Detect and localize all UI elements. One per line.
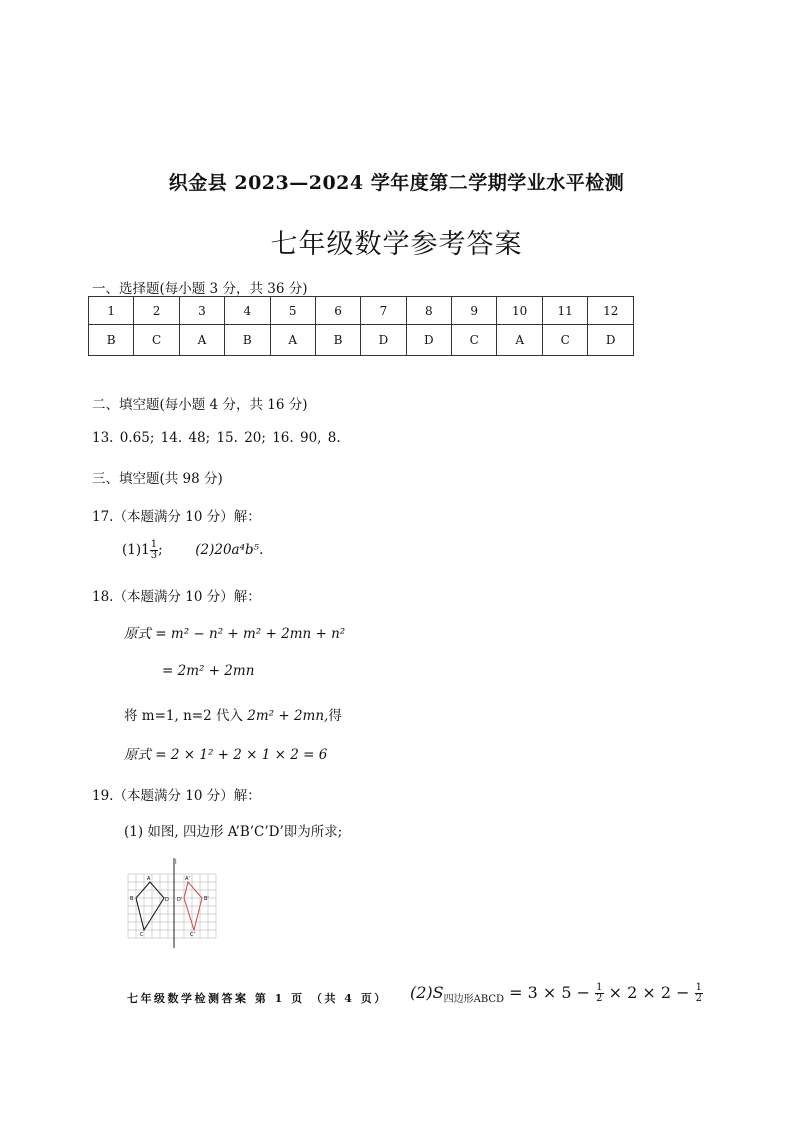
answer-cell: B [225,325,270,356]
answer-cell: C [452,325,497,356]
question-number-cell: 12 [588,297,634,325]
exam-title: 织金县 2023—2024 学年度第二学期学业水平检测 [168,172,625,194]
q19-part2: $(2)S_{四边形ABCD} = 3 \times 5$ − $\frac{1}{2}$ × 2 × 2 − $\frac{1}{2}$ [410,982,703,1006]
answer-cell: A [179,325,224,356]
q17-part1: (1)1 [122,542,150,558]
answer-cell: D [588,325,634,356]
q19-label: 19.（本题满分 10 分）解： [92,788,261,804]
fill-blank-answers: 13. 0.65; 14. 48; 15. 20; 16. 90, 8. [92,430,341,446]
answer-cell: C [134,325,179,356]
question-number-row [89,297,634,325]
svg-text:B: B [130,896,134,902]
answer-cell: B [315,325,360,356]
question-number-cell: 10 [497,297,542,325]
section2-heading: 二、填空题(每小题 4 分，共 16 分) [92,397,308,413]
svg-text:D': D' [177,897,183,903]
section3-heading: 三、填空题(共 98 分) [92,471,223,487]
answer-cell: A [270,325,315,356]
svg-text:C: C [140,932,144,938]
q17-part2: (2)20a⁴b⁵. [195,542,264,558]
question-number-cell: 6 [315,297,360,325]
question-number-cell: 8 [406,297,451,325]
section1-heading: 一、选择题(每小题 3 分，共 36 分) [92,281,308,297]
svg-text:C': C' [190,932,195,938]
page-footer: 七年级数学检测答案 第 1 页 （共 4 页） [127,992,388,1005]
question-number-cell: 1 [89,297,134,325]
answer-key-title: 七年级数学参考答案 [270,229,523,260]
svg-text:A: A [147,876,151,882]
q18-line3: 将 m=1, n=2 代入 2m² + 2mn,得 [124,708,342,724]
q18-line2: = 2m² + 2mn [162,663,255,679]
q17-label: 17.（本题满分 10 分）解： [92,509,261,525]
q18-line1: 原式 = m² − n² + m² + 2mn + n² [124,626,346,642]
q19-part1: (1) 如图, 四边形 A’B’C’D’即为所求; [124,824,343,840]
answer-cell: B [89,325,134,356]
question-number-cell: 9 [452,297,497,325]
q18-label: 18.（本题满分 10 分）解： [92,589,261,605]
question-number-cell: 2 [134,297,179,325]
svg-text:A': A' [185,876,190,882]
answer-row [89,325,634,356]
q18-line4: 原式 = 2 × 1² + 2 × 1 × 2 = 6 [124,747,328,763]
q17-fraction: $\frac{1}{3}$ [150,539,158,561]
svg-text:B': B' [204,896,209,902]
answer-cell: A [497,325,542,356]
svg-text:D: D [165,897,169,903]
question-number-cell: 5 [270,297,315,325]
svg-text:l: l [175,859,177,866]
question-number-cell: 11 [542,297,587,325]
choice-answer-table [88,296,634,356]
answer-cell: D [406,325,451,356]
q17-answers: (1)1 $\frac{1}{3}$ ; (2)20a⁴b⁵. [122,539,264,561]
question-number-cell: 7 [361,297,406,325]
question-number-cell: 3 [179,297,224,325]
answer-cell: D [361,325,406,356]
question-number-cell: 4 [225,297,270,325]
answer-cell: C [542,325,587,356]
quadrilateral-reflection-figure [124,856,220,948]
